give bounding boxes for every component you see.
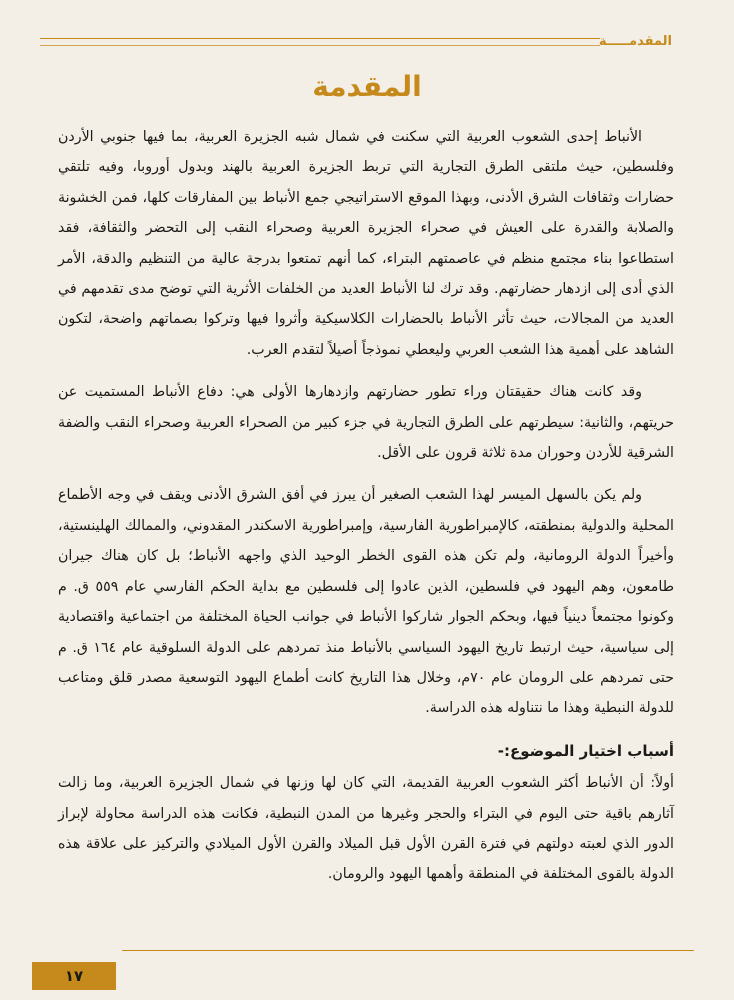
footer-rule [122, 950, 694, 951]
section-paragraph: أولاً: أن الأنباط أكثر الشعوب العربية القديمة، التي كان لها وزنها في شمال الجزيرة العربية، وما زالت آثارهم باقية حتى اليوم في البتراء والحجر وغيرها من المدن النبطية، فكانت هذه الدراسة محاولة لإبراز الدور الذي لعبته دولتهم في فترة القرن الأول قبل الميلاد والقرن الأول الميلادي والتركيز على علاقة هذه الدولة بالقوى المختلفة في المنطقة وأهمها اليهود والرومان. [58, 775, 674, 883]
body-text [58, 122, 674, 902]
paragraph-1: الأنباط إحدى الشعوب العربية التي سكنت في شمال شبه الجزيرة العربية، بما فيها جنوبي الأردن وفلسطين، حيث ملتقى الطرق التجارية التي تربط الجزيرة العربية بالهند وبدول أوروبا، وفيه تلتقي حضارات وثقافات الشرق الأدنى، وبهذا الموقع الاستراتيجي جمع الأنباط بين المفارقات كلها، فمن الخشونة والصلابة والقدرة على العيش في صحراء الجزيرة العربية وصحراء النقب إلى التحضر والثقافة، فقد استطاعوا بناء مجتمع منظم في عاصمتهم البتراء، كما أنهم تمتعوا بدرجة عالية من التنظيم والدقة، الأمر الذي أدى إلى ازدهار حضارتهم. وقد ترك لنا الأنباط العديد من الخلفات الأثرية التي توضح مدى تقدمهم في العديد من المجالات، حيث تأثر الأنباط بالحضارات الكلاسيكية وأثروا فيها وتركوا بصماتهم واضحة، لتكون الشاهد على أهمية هذا الشعب العربي وليعطي نموذجاً أصيلاً لتقدم العرب. [58, 129, 674, 358]
chapter-title: المقدمة [312, 70, 422, 103]
paragraph-2: وقد كانت هناك حقيقتان وراء تطور حضارتهم وازدهارها الأولى هي: دفاع الأنباط المستميت عن حريتهم، والثانية: سيطرتهم على الطرق التجارية في جزء كبير من الصحراء العربية وصحراء النقب والضفة الشرقية للأردن وحوران مدة ثلاثة قرون على الأقل. [58, 384, 674, 462]
page-number: ١٧ [32, 962, 116, 990]
header-rule [40, 38, 600, 46]
section-heading: أسباب اختيار الموضوع:- [497, 741, 674, 760]
running-head: المقدمـــــة [598, 34, 672, 49]
paragraph-3: ولم يكن بالسهل الميسر لهذا الشعب الصغير أن يبرز في أفق الشرق الأدنى ويقف في وجه الأطماع المحلية والدولية بمنطقته، كالإمبراطورية الفارسية، وإمبراطورية الاسكندر المقدوني، والممالك الهلينستية، وأخيراً الدولة الرومانية، ولم تكن هذه القوى الخطر الوحيد الذي واجهه الأنباط؛ بل كان هناك جيران طامعون، وهم اليهود في فلسطين، الذين عادوا إلى فلسطين مع بداية الحكم الفارسي عام ٥٥٩ ق. م وكونوا مجتمعاً دينياً فيها، وبحكم الجوار شاركوا الأنباط في جوانب الحياة المختلفة من اجتماعية واقتصادية إلى سياسية، حيث ارتبط تاريخ اليهود السياسي بالأنباط منذ تمردهم على الدولة السلوقية عام ١٦٤ ق. م حتى تمردهم على الرومان عام ٧٠م، وخلال هذا التاريخ كانت أطماع اليهود التوسعية مصدر قلق ومتاعب للدولة النبطية وهذا ما نتناوله هذه الدراسة. [58, 487, 674, 717]
